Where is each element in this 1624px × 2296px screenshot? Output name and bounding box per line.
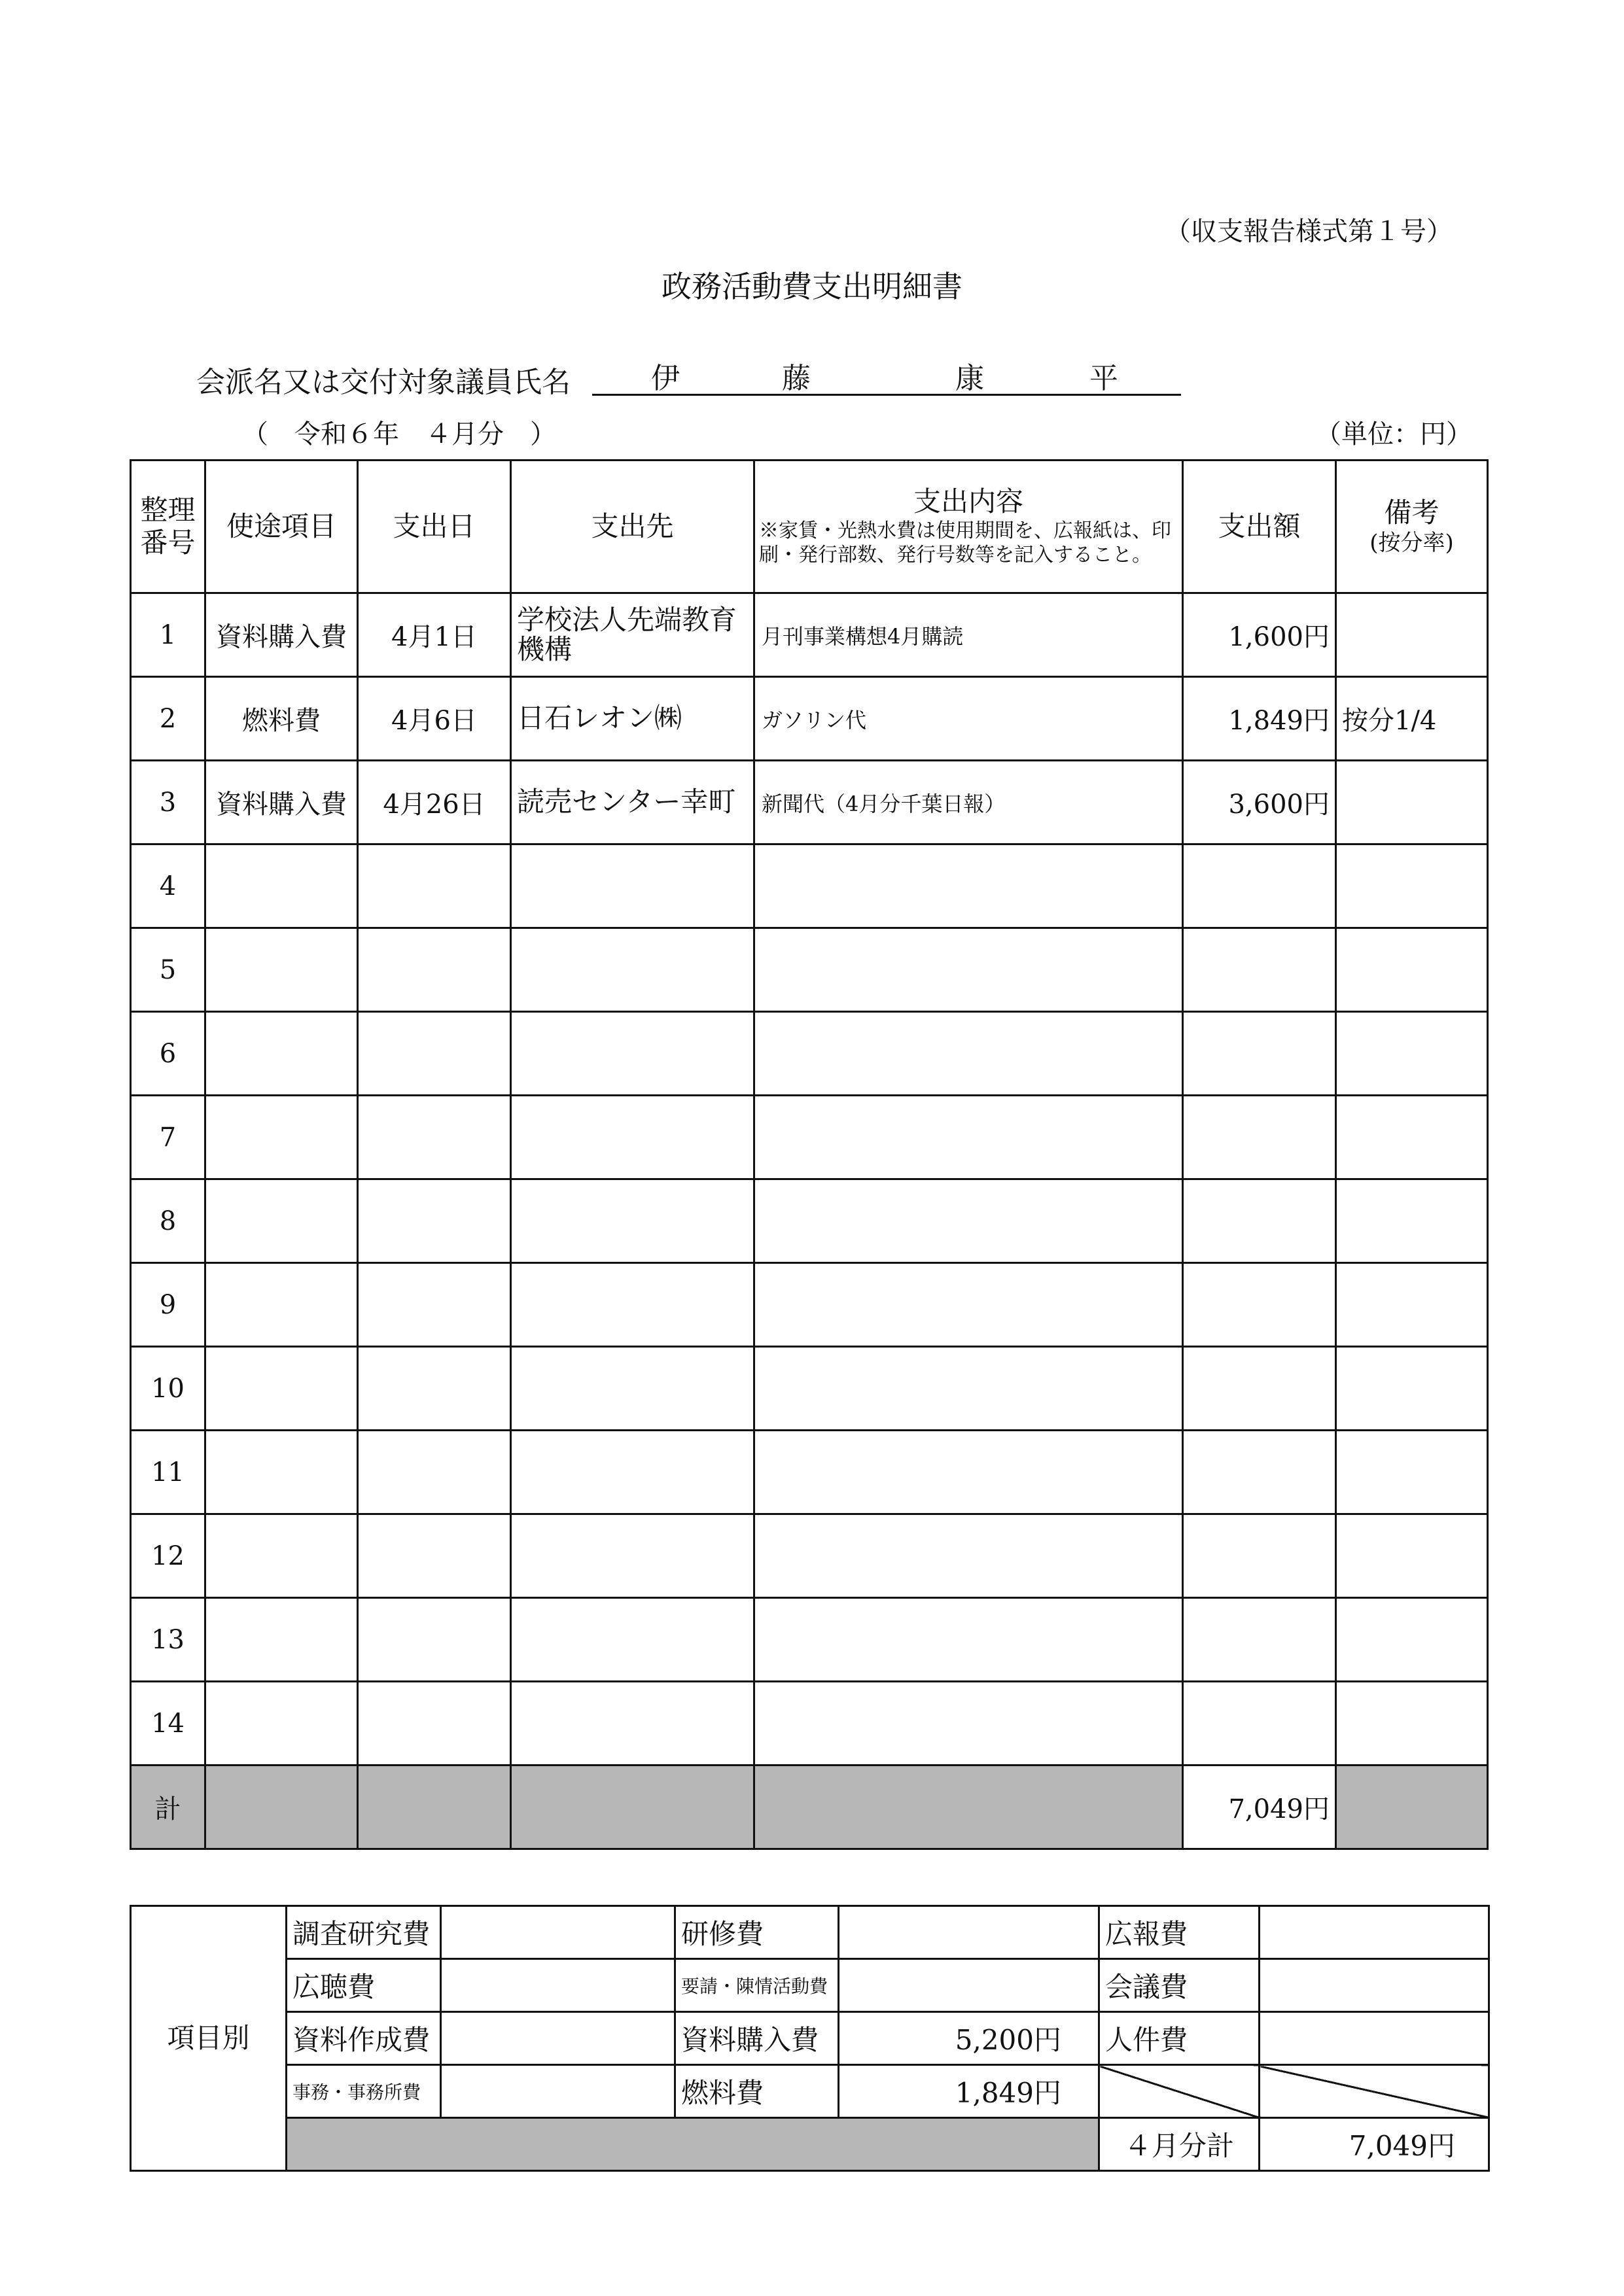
summary-row bbox=[131, 1906, 1489, 1959]
row-date bbox=[358, 1431, 511, 1514]
member-label: 会派名又は交付対象議員氏名 bbox=[196, 366, 571, 399]
row-amount bbox=[1183, 1514, 1336, 1598]
header-remarks-note: (按分率) bbox=[1369, 529, 1454, 556]
summary-table bbox=[130, 1905, 1490, 2172]
row-payee: 読売センター幸町 bbox=[511, 761, 754, 844]
row-category bbox=[205, 928, 358, 1012]
row-number: 7 bbox=[131, 1096, 205, 1179]
row-remarks bbox=[1336, 593, 1488, 677]
member-name-char-4: 平 bbox=[1089, 362, 1118, 395]
form-number: （収支報告様式第１号） bbox=[1165, 217, 1453, 247]
row-remarks bbox=[1336, 1096, 1488, 1179]
header-detail-label: 支出内容 bbox=[913, 485, 1023, 518]
row-amount bbox=[1183, 1682, 1336, 1765]
summary-label: 広報費 bbox=[1099, 1906, 1260, 1959]
total-amount: 7,049円 bbox=[1183, 1765, 1336, 1849]
row-remarks bbox=[1336, 761, 1488, 844]
row-number: 12 bbox=[131, 1514, 205, 1598]
row-date bbox=[358, 928, 511, 1012]
row-category bbox=[205, 1347, 358, 1431]
total-empty-cell bbox=[754, 1765, 1183, 1849]
table-header-row bbox=[131, 461, 1488, 593]
row-category bbox=[205, 1096, 358, 1179]
row-payee bbox=[511, 928, 754, 1012]
row-number: 3 bbox=[131, 761, 205, 844]
row-number: 10 bbox=[131, 1347, 205, 1431]
table-row bbox=[131, 928, 1488, 1012]
row-date bbox=[358, 1179, 511, 1263]
row-detail bbox=[754, 1514, 1183, 1598]
summary-value bbox=[1260, 2012, 1489, 2065]
member-name-char-1: 伊 bbox=[651, 362, 680, 395]
summary-value bbox=[441, 2012, 675, 2065]
table-row bbox=[131, 593, 1488, 677]
total-empty-cell bbox=[511, 1765, 754, 1849]
row-detail bbox=[754, 1263, 1183, 1347]
summary-label: 事務・事務所費 bbox=[287, 2065, 441, 2118]
total-label: 計 bbox=[131, 1765, 205, 1849]
document-title: 政務活動費支出明細書 bbox=[662, 269, 962, 304]
row-detail bbox=[754, 1431, 1183, 1514]
table-row bbox=[131, 1347, 1488, 1431]
table-row bbox=[131, 1682, 1488, 1765]
row-payee: 日石レオン㈱ bbox=[511, 677, 754, 761]
summary-label: 要請・陳情活動費 bbox=[675, 1959, 839, 2012]
header-detail-note: ※家賃・光熱水費は使用期間を、広報紙は、印刷・発行部数、発行号数等を記入すること。 bbox=[759, 519, 1171, 567]
total-empty-cell bbox=[205, 1765, 358, 1849]
row-remarks bbox=[1336, 1012, 1488, 1096]
unit-label: （単位：円） bbox=[1315, 419, 1472, 449]
header-no: 整理番号 bbox=[131, 461, 205, 593]
row-number: 2 bbox=[131, 677, 205, 761]
row-category bbox=[205, 844, 358, 928]
row-payee bbox=[511, 1179, 754, 1263]
row-date bbox=[358, 1347, 511, 1431]
row-category bbox=[205, 1598, 358, 1682]
table-row bbox=[131, 1263, 1488, 1347]
row-amount: 3,600円 bbox=[1183, 761, 1336, 844]
header-payee: 支出先 bbox=[511, 461, 754, 593]
row-number: 5 bbox=[131, 928, 205, 1012]
row-category: 資料購入費 bbox=[205, 593, 358, 677]
month-total-label: ４月分計 bbox=[1099, 2118, 1260, 2171]
summary-row bbox=[131, 2065, 1489, 2118]
row-date bbox=[358, 1096, 511, 1179]
total-empty-cell bbox=[358, 1765, 511, 1849]
summary-value bbox=[839, 1906, 1099, 1959]
summary-label: 人件費 bbox=[1099, 2012, 1260, 2065]
expense-table bbox=[130, 459, 1489, 1850]
row-category bbox=[205, 1012, 358, 1096]
row-remarks bbox=[1336, 844, 1488, 928]
row-payee bbox=[511, 1263, 754, 1347]
row-number: 9 bbox=[131, 1263, 205, 1347]
row-detail bbox=[754, 1096, 1183, 1179]
row-amount bbox=[1183, 1179, 1336, 1263]
row-amount: 1,600円 bbox=[1183, 593, 1336, 677]
total-row bbox=[131, 1765, 1488, 1849]
table-row bbox=[131, 761, 1488, 844]
row-detail bbox=[754, 1179, 1183, 1263]
row-payee bbox=[511, 1347, 754, 1431]
row-date: 4月6日 bbox=[358, 677, 511, 761]
row-remarks bbox=[1336, 1682, 1488, 1765]
summary-label: 広聴費 bbox=[287, 1959, 441, 2012]
period: （ 令和６年 ４月分 ） bbox=[242, 419, 556, 449]
row-detail: ガソリン代 bbox=[754, 677, 1183, 761]
summary-value bbox=[1260, 1959, 1489, 2012]
row-date bbox=[358, 1598, 511, 1682]
row-amount bbox=[1183, 1431, 1336, 1514]
summary-row bbox=[131, 2012, 1489, 2065]
row-remarks bbox=[1336, 1179, 1488, 1263]
summary-value bbox=[441, 2065, 675, 2118]
row-amount bbox=[1183, 1096, 1336, 1179]
row-remarks bbox=[1336, 1347, 1488, 1431]
row-remarks bbox=[1336, 928, 1488, 1012]
row-detail bbox=[754, 1012, 1183, 1096]
summary-label: 資料作成費 bbox=[287, 2012, 441, 2065]
row-date: 4月26日 bbox=[358, 761, 511, 844]
row-payee bbox=[511, 1682, 754, 1765]
month-total-value: 7,049円 bbox=[1260, 2118, 1489, 2171]
table-row bbox=[131, 1514, 1488, 1598]
row-remarks: 按分1/4 bbox=[1336, 677, 1488, 761]
row-payee bbox=[511, 844, 754, 928]
table-row bbox=[131, 1179, 1488, 1263]
row-remarks bbox=[1336, 1598, 1488, 1682]
row-number: 13 bbox=[131, 1598, 205, 1682]
row-number: 6 bbox=[131, 1012, 205, 1096]
row-detail bbox=[754, 1598, 1183, 1682]
row-date bbox=[358, 1514, 511, 1598]
row-date bbox=[358, 1263, 511, 1347]
row-date bbox=[358, 1682, 511, 1765]
total-empty-cell bbox=[1336, 1765, 1488, 1849]
row-detail bbox=[754, 928, 1183, 1012]
row-detail bbox=[754, 1347, 1183, 1431]
row-detail bbox=[754, 844, 1183, 928]
summary-row bbox=[131, 1959, 1489, 2012]
row-category bbox=[205, 1514, 358, 1598]
row-category bbox=[205, 1179, 358, 1263]
summary-value bbox=[441, 1906, 675, 1959]
summary-label: 資料購入費 bbox=[675, 2012, 839, 2065]
summary-value bbox=[441, 1959, 675, 2012]
summary-label: 調査研究費 bbox=[287, 1906, 441, 1959]
row-remarks bbox=[1336, 1263, 1488, 1347]
row-number: 14 bbox=[131, 1682, 205, 1765]
row-payee: 学校法人先端教育機構 bbox=[511, 593, 754, 677]
row-number: 8 bbox=[131, 1179, 205, 1263]
row-amount bbox=[1183, 1598, 1336, 1682]
header-remarks-label: 備考 bbox=[1384, 496, 1439, 529]
summary-value bbox=[839, 1959, 1099, 2012]
row-category: 燃料費 bbox=[205, 677, 358, 761]
summary-total-row bbox=[131, 2118, 1489, 2171]
row-category bbox=[205, 1431, 358, 1514]
header-detail bbox=[754, 461, 1183, 593]
table-row bbox=[131, 677, 1488, 761]
row-number: 4 bbox=[131, 844, 205, 928]
row-detail bbox=[754, 1682, 1183, 1765]
row-payee bbox=[511, 1431, 754, 1514]
summary-label: 燃料費 bbox=[675, 2065, 839, 2118]
summary-value: 5,200円 bbox=[839, 2012, 1099, 2065]
member-name bbox=[592, 353, 1181, 396]
summary-value bbox=[1260, 1906, 1489, 1959]
table-row bbox=[131, 1096, 1488, 1179]
row-payee bbox=[511, 1096, 754, 1179]
row-amount bbox=[1183, 928, 1336, 1012]
header-date: 支出日 bbox=[358, 461, 511, 593]
row-category bbox=[205, 1682, 358, 1765]
row-date bbox=[358, 1012, 511, 1096]
summary-struck-cell bbox=[1260, 2065, 1489, 2118]
row-date: 4月1日 bbox=[358, 593, 511, 677]
table-row bbox=[131, 844, 1488, 928]
header-remarks bbox=[1336, 461, 1488, 593]
row-category: 資料購入費 bbox=[205, 761, 358, 844]
summary-value: 1,849円 bbox=[839, 2065, 1099, 2118]
row-category bbox=[205, 1263, 358, 1347]
row-amount: 1,849円 bbox=[1183, 677, 1336, 761]
row-remarks bbox=[1336, 1431, 1488, 1514]
header-category: 使途項目 bbox=[205, 461, 358, 593]
row-number: 11 bbox=[131, 1431, 205, 1514]
row-amount bbox=[1183, 844, 1336, 928]
row-date bbox=[358, 844, 511, 928]
row-amount bbox=[1183, 1347, 1336, 1431]
summary-label: 会議費 bbox=[1099, 1959, 1260, 2012]
row-payee bbox=[511, 1598, 754, 1682]
table-row bbox=[131, 1012, 1488, 1096]
summary-shaded-area bbox=[287, 2118, 1099, 2171]
row-detail: 月刊事業構想4月購読 bbox=[754, 593, 1183, 677]
row-number: 1 bbox=[131, 593, 205, 677]
table-row bbox=[131, 1431, 1488, 1514]
table-row bbox=[131, 1598, 1488, 1682]
summary-label: 研修費 bbox=[675, 1906, 839, 1959]
row-remarks bbox=[1336, 1514, 1488, 1598]
summary-side-label: 項目別 bbox=[131, 1906, 287, 2171]
member-name-char-3: 康 bbox=[955, 362, 984, 395]
row-amount bbox=[1183, 1263, 1336, 1347]
row-payee bbox=[511, 1012, 754, 1096]
header-amount: 支出額 bbox=[1183, 461, 1336, 593]
summary-struck-cell bbox=[1099, 2065, 1260, 2118]
row-payee bbox=[511, 1514, 754, 1598]
row-amount bbox=[1183, 1012, 1336, 1096]
member-name-char-2: 藤 bbox=[782, 362, 811, 395]
row-detail: 新聞代（4月分千葉日報） bbox=[754, 761, 1183, 844]
